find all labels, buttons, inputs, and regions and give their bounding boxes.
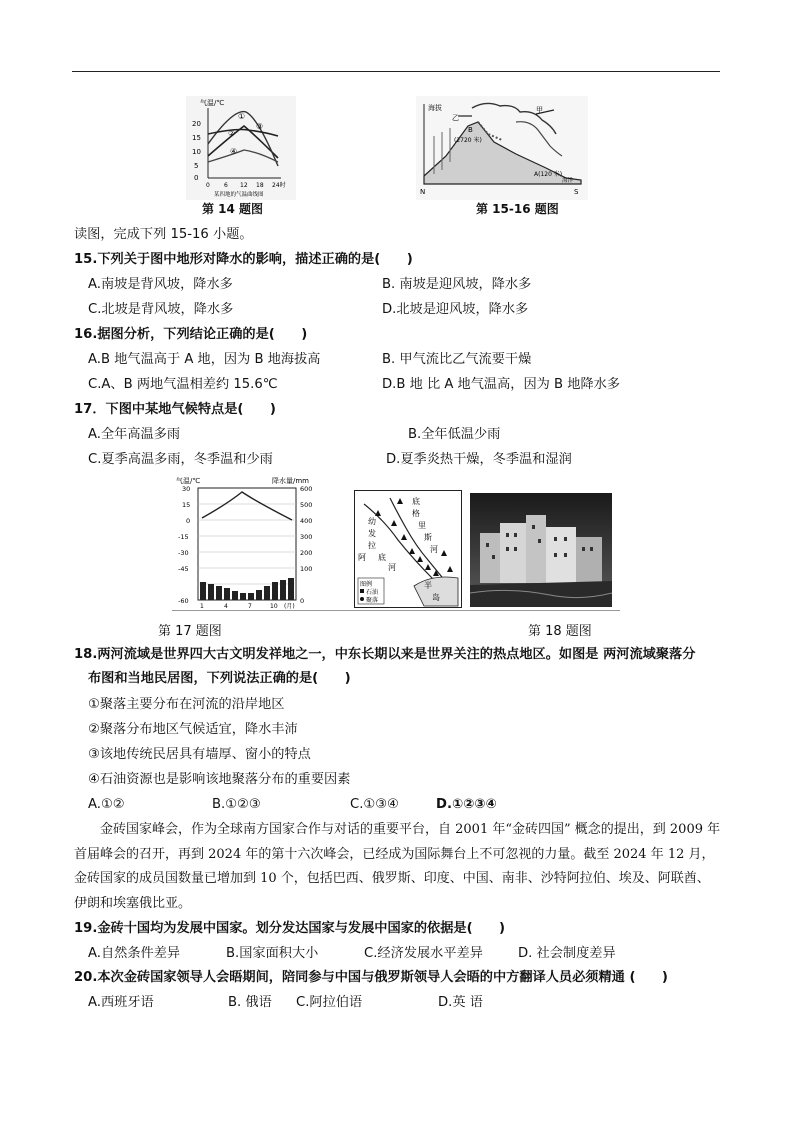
fig1516-label-ocean: 海洋 (562, 178, 574, 184)
q18-statement: ②聚落分布地区气候适宜，降水丰沛 (88, 722, 298, 737)
q18-stem-line1: 18.两河流域是世界四大古文明发祥地之一，中东长期以来是世界关注的热点地区。如图是 两河流域聚落分 (74, 647, 696, 662)
fig14-xtick: 6 (224, 182, 228, 189)
q16-stem: 16.据图分析，下列结论正确的是( ) (74, 327, 308, 342)
fig1516-label-yi: 乙 (452, 114, 459, 122)
fig17-caption: 第 17 题图 (158, 624, 222, 639)
fig1516-label-jia: 甲 (536, 106, 543, 114)
fig18-map-label: 拉 (368, 541, 376, 550)
figure-18-dwelling-photo (470, 493, 612, 607)
fig14-ytick: 15 (192, 134, 201, 142)
brics-passage: 金砖国家峰会，作为全球南方国家合作与对话的重要平台，自 2001 年“金砖四国” 概念的提出，到 2009 年首届峰会的召开，再到 2024 年的第十六次峰会，已经成为国际舞台上不可忽视的力量。截至 2024 年 12 月，金砖国家的成员国数量已增加到 10 个，包括巴西、俄罗斯、印度、中国、南非、沙特阿拉伯、埃及、阿联酋、伊朗和埃塞俄比亚。 (74, 822, 721, 911)
q20-option-c[interactable]: C.阿拉伯语 (296, 995, 363, 1010)
fig14-footnote: 某四地的气温曲线图 (214, 192, 264, 198)
fig14-ylabel: 气温/℃ (200, 99, 225, 107)
fig17-left-tick: -45 (178, 565, 189, 573)
fig14-xtick: 18 (256, 182, 264, 189)
fig18-legend-oil: 石油 (366, 589, 379, 596)
fig18-caption: 第 18 题图 (528, 624, 592, 639)
fig17-right-tick: 100 (300, 565, 313, 573)
q17-option-c[interactable]: C.夏季高温多雨，冬季温和少雨 (88, 452, 273, 467)
header-rule (72, 71, 720, 72)
q17-option-b[interactable]: B.全年低温少雨 (408, 427, 501, 442)
fig18-map-label: 河 (388, 563, 396, 572)
fig1516-label-b: B (468, 126, 473, 134)
fig17-left-tick: -60 (178, 597, 189, 605)
fig18-map-label: 发 (368, 529, 376, 538)
fig18-map-label: 底 (378, 553, 386, 562)
fig18-map-label: 斯 (424, 533, 432, 542)
q20-option-b[interactable]: B. 俄语 (228, 995, 272, 1010)
fig1516-label-b-height: (2720 米) (454, 137, 482, 144)
fig14-ytick: 20 (192, 120, 201, 128)
figure-14-temperature-chart (186, 96, 296, 200)
fig17-left-tick: 0 (186, 517, 191, 525)
q18-statement: ③该地传统民居具有墙厚、窗小的特点 (88, 747, 311, 762)
fig14-caption: 第 14 题图 (202, 202, 264, 216)
fig14-curve-label: ① (238, 112, 246, 121)
q19-option-c[interactable]: C.经济发展水平差异 (364, 946, 483, 961)
q19-option-a[interactable]: A.自然条件差异 (88, 946, 181, 961)
fig18-legend-title: 图例 (360, 581, 373, 588)
intro-text: 读图，完成下列 15-16 小题。 (74, 227, 253, 242)
fig14-xtick: 0 (206, 182, 210, 189)
q16-option-c[interactable]: C.A、B 两地气温相差约 15.6℃ (88, 377, 278, 392)
fig17-right-tick: 600 (300, 485, 313, 493)
fig18-map-label: 岛 (432, 593, 440, 602)
fig18-legend-settlement: 聚落 (366, 597, 379, 604)
fig18-map-label: 幼 (368, 517, 376, 526)
q20-option-a[interactable]: A.西班牙语 (88, 995, 154, 1010)
q16-option-d[interactable]: D.B 地 比 A 地气温高，因为 B 地降水多 (382, 377, 621, 392)
q15-option-c[interactable]: C.北坡是背风坡，降水多 (88, 302, 234, 317)
figure-17-climate-chart (172, 474, 332, 610)
q17-stem: 17．下图中某地气候特点是( ) (74, 402, 276, 417)
q15-stem: 15.下列关于图中地形对降水的影响，描述正确的是( ) (74, 252, 413, 267)
q18-statement: ④石油资源也是影响该地聚落分布的重要因素 (88, 772, 351, 787)
q17-option-d[interactable]: D.夏季炎热干燥，冬季温和湿润 (386, 452, 572, 467)
q18-stem-line2: 布图和当地民居图，下列说法正确的是( ) (88, 671, 351, 686)
fig18-map-label: 底 (412, 497, 420, 506)
fig1516-caption: 第 15-16 题图 (476, 202, 559, 216)
fig14-curve-label: ② (228, 129, 236, 138)
fig18-map-label: 格 (412, 509, 420, 518)
fig17-left-tick: 15 (182, 501, 191, 509)
fig17-left-tick: -15 (178, 533, 189, 541)
fig17-x-tick: 7 (248, 603, 252, 610)
fig18-map-label: 河 (430, 545, 438, 554)
fig1516-label-a: A(120 米) (534, 171, 563, 178)
fig17-x-tick: 10 (270, 603, 278, 610)
fig14-ytick: 10 (192, 148, 201, 156)
q19-option-d[interactable]: D. 社会制度差异 (518, 946, 616, 961)
q18-option-c[interactable]: C.①③④ (350, 797, 399, 812)
fig17-right-tick: 400 (300, 517, 313, 525)
q15-option-b[interactable]: B. 南坡是迎风坡，降水多 (382, 277, 532, 292)
figure-18-settlement-map (354, 490, 462, 608)
fig17-right-label: 降水量/mm (272, 477, 309, 485)
fig14-ytick: 0 (194, 174, 199, 182)
fig1516-label-altitude: 海拔 (428, 104, 442, 112)
fig14-curve-label: ③ (256, 122, 264, 131)
q16-option-b[interactable]: B. 甲气流比乙气流要干燥 (382, 352, 532, 367)
fig14-xtick: 12 (240, 182, 248, 189)
fig17-x-tick: 4 (224, 603, 228, 610)
fig14-curve-label: ④ (230, 147, 238, 156)
q18-option-d[interactable]: D.①②③④ (436, 797, 497, 812)
figure-row-divider (172, 610, 620, 611)
fig18-map-label: 半 (424, 581, 432, 590)
q20-option-d[interactable]: D.英 语 (438, 995, 483, 1010)
q20-stem: 20.本次金砖国家领导人会晤期间，陪同参与中国与俄罗斯领导人会晤的中方翻译人员必须精通 ( ) (74, 970, 668, 985)
q19-option-b[interactable]: B.国家面积大小 (226, 946, 319, 961)
fig17-right-tick: 200 (300, 549, 313, 557)
fig1516-label-n: N (420, 188, 426, 196)
q15-option-d[interactable]: D.北坡是迎风坡，降水多 (382, 302, 529, 317)
q18-statement: ①聚落主要分布在河流的沿岸地区 (88, 697, 285, 712)
q17-option-a[interactable]: A.全年高温多雨 (88, 427, 181, 442)
fig17-x-tick: 1 (200, 603, 204, 610)
q15-option-a[interactable]: A.南坡是背风坡，降水多 (88, 277, 233, 292)
fig14-ytick: 5 (194, 162, 199, 170)
q16-option-a[interactable]: A.B 地气温高于 A 地，因为 B 地海拔高 (88, 352, 321, 367)
fig14-xtick: 24时 (272, 182, 286, 189)
q18-option-b[interactable]: B.①②③ (212, 797, 261, 812)
figure-15-16-mountain-diagram (416, 96, 588, 200)
fig18-map-label: 里 (418, 521, 426, 530)
fig1516-label-s: S (574, 188, 579, 196)
fig17-right-tick: 500 (300, 501, 313, 509)
fig18-map-label: 阿 (358, 553, 366, 562)
fig17-right-tick: 300 (300, 533, 313, 541)
fig17-x-tick: (月) (284, 603, 295, 610)
fig17-left-tick: 30 (182, 485, 191, 493)
q19-stem: 19.金砖十国均为发展中国家。划分发达国家与发展中国家的依据是( ) (74, 921, 506, 936)
fig17-left-label: 气温/℃ (176, 477, 201, 485)
q18-option-a[interactable]: A.①② (88, 797, 125, 812)
fig17-right-tick: 0 (300, 597, 305, 605)
fig17-left-tick: -30 (178, 549, 189, 557)
